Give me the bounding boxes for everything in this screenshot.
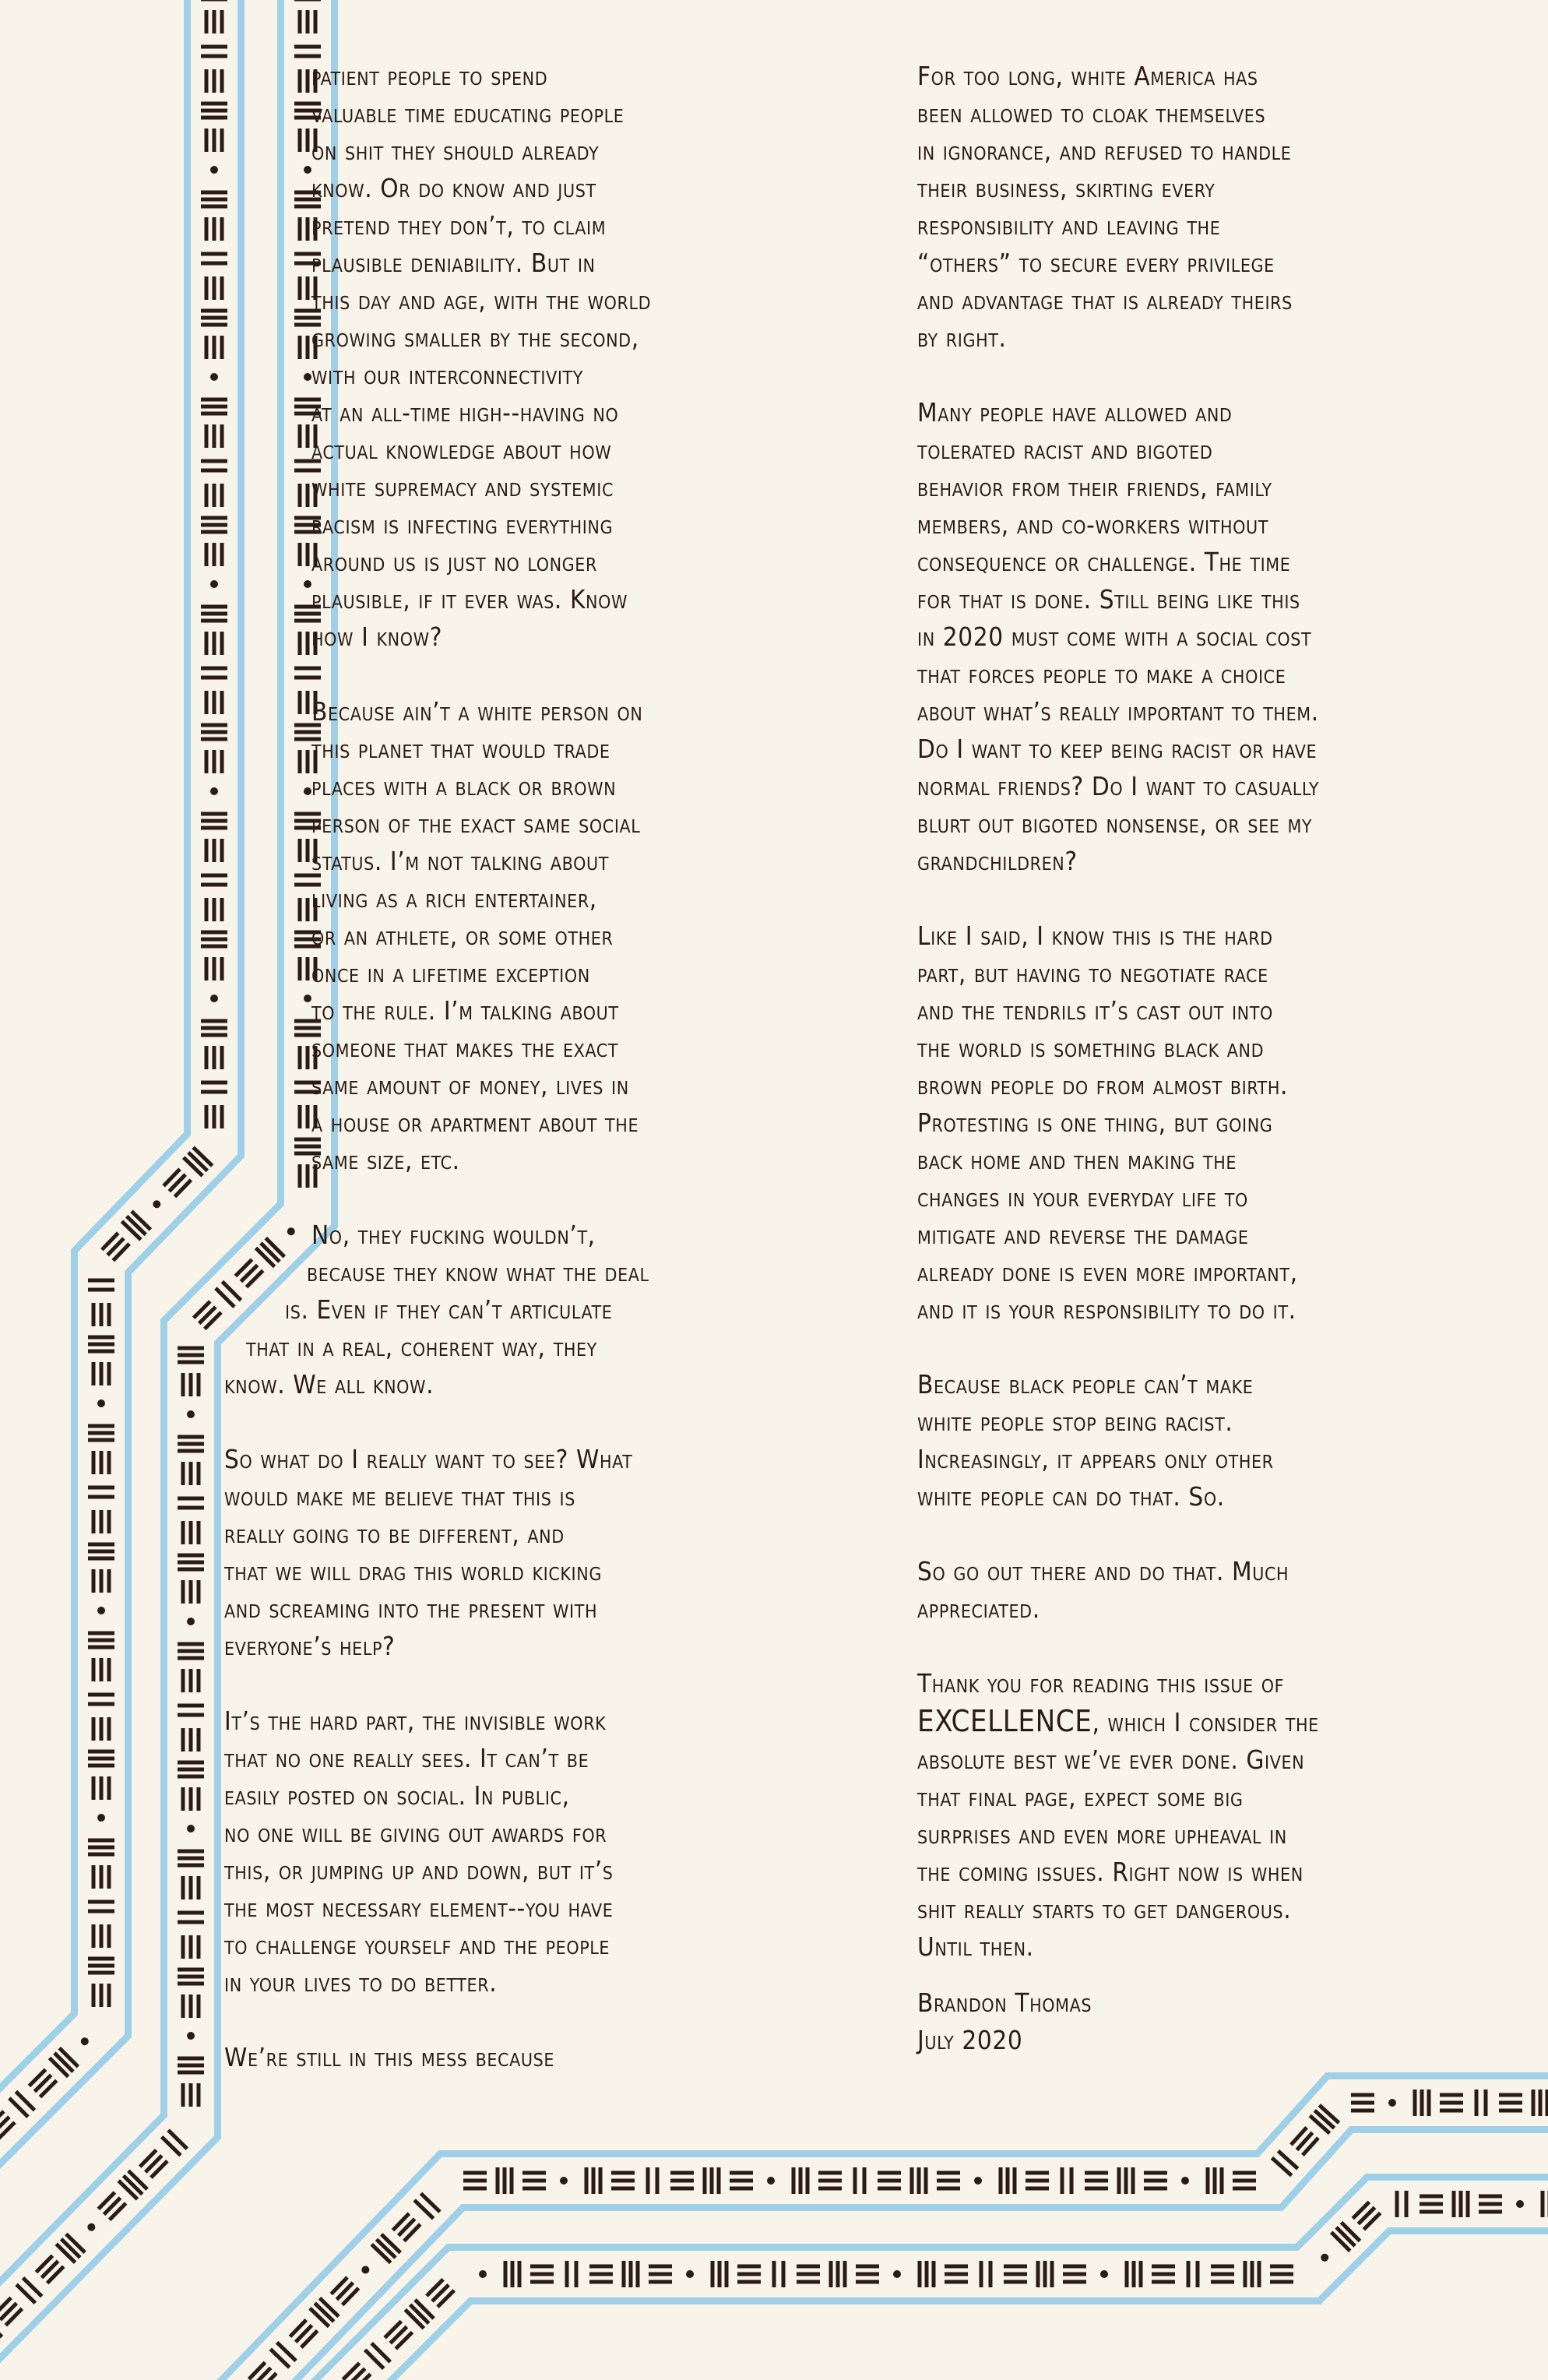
right-paragraph: [917, 394, 1509, 880]
text-line: places with a black or brown: [311, 771, 617, 801]
text-line: plausible deniability. But in: [311, 248, 596, 278]
text-line: no one will be giving out awards for: [224, 1818, 607, 1848]
text-line: easily posted on social. In public,: [224, 1780, 570, 1811]
text-line: would make me believe that this is: [224, 1481, 575, 1512]
text-line: “others” to secure every privilege: [917, 248, 1275, 278]
text-line: this, or jumping up and down, but it’s: [224, 1855, 614, 1885]
text-line: that in a real, coherent way, they: [246, 1332, 597, 1362]
text-line: So go out there and do that. Much: [917, 1556, 1289, 1586]
text-line: surprises and even more upheaval in: [917, 1819, 1287, 1850]
text-line: in ignorance, and refused to handle: [917, 136, 1292, 166]
text-line: mitigate and reverse the damage: [917, 1220, 1249, 1250]
text-line: how I know?: [311, 621, 443, 652]
text-line: brown people do from almost birth.: [917, 1070, 1289, 1100]
text-line: Like I said, I know this is the hard: [917, 921, 1273, 951]
bottom-lower-band: [319, 2191, 1548, 2380]
text-line: white people stop being racist.: [917, 1407, 1233, 1437]
text-line: Because black people can’t make: [917, 1369, 1254, 1399]
text-line: We’re still in this mess because: [224, 2042, 555, 2072]
text-line: For too long, white America has: [917, 61, 1258, 91]
text-line: to challenge yourself and the people: [224, 1930, 610, 1960]
left-paragraph: [311, 58, 872, 656]
text-line: and advantage that is already theirs: [917, 285, 1293, 315]
left-paragraph: [224, 1441, 872, 1665]
left-paragraph: [224, 2039, 872, 2076]
book-title: EXCELLENCE: [917, 1704, 1092, 1738]
text-line: is. Even if they can’t articulate: [285, 1294, 613, 1325]
text-line: about what’s really important to them.: [917, 696, 1319, 727]
text-line: in your lives to do better.: [224, 1967, 498, 1998]
text-line: responsibility and leaving the: [917, 210, 1221, 241]
text-line: that no one really sees. It can’t be: [224, 1743, 589, 1773]
left-paragraph: [224, 1702, 872, 2002]
text-line: that final page, expect some big: [917, 1782, 1244, 1812]
text-line: normal friends? Do I want to casually: [917, 771, 1320, 801]
text-line: grandchildren?: [917, 846, 1078, 876]
text-line: consequence or challenge. The time: [917, 547, 1291, 577]
text-line: been allowed to cloak themselves: [917, 98, 1266, 129]
text-line: with our interconnectivity: [311, 360, 583, 390]
text-line: patient people to spend: [311, 61, 548, 91]
text-line: this day and age, with the world: [311, 285, 652, 315]
text-line: their business, skirting every: [917, 173, 1216, 203]
text-line: person of the exact same social: [311, 808, 641, 839]
text-line: Until then.: [917, 1931, 1034, 1962]
text-line: a house or apartment about the: [311, 1107, 639, 1138]
text-line: white supremacy and systemic: [311, 472, 614, 502]
text-line: and screaming into the present with: [224, 1593, 598, 1624]
text-line: same size, etc.: [311, 1145, 460, 1175]
right-paragraph: [917, 917, 1509, 1329]
text-line: Because ain’t a white person on: [311, 696, 643, 727]
signature-date: July 2020: [917, 2025, 1023, 2055]
text-line: to the rule. I’m talking about: [311, 995, 619, 1026]
text-line: around us is just no longer: [311, 547, 597, 577]
text-line: So what do I really want to see? What: [224, 1444, 633, 1474]
letter-left-column: [224, 58, 872, 2114]
right-paragraph: [917, 1553, 1509, 1628]
text-line: back home and then making the: [917, 1145, 1237, 1175]
text-line: the coming issues. Right now is when: [917, 1857, 1303, 1887]
text-line: status. I’m not talking about: [311, 846, 609, 876]
text-line: appreciated.: [917, 1593, 1040, 1624]
text-line: absolute best we’ve ever done. Given: [917, 1745, 1305, 1775]
text-line: or an athlete, or some other: [311, 921, 614, 951]
text-line: by right.: [917, 322, 1007, 353]
text-line: the world is something black and: [917, 1033, 1265, 1063]
text-line: that forces people to make a choice: [917, 659, 1286, 689]
text-line: know. We all know.: [224, 1369, 434, 1399]
text-line: plausible, if it ever was. Know: [311, 584, 628, 614]
text-line: and it is your responsibility to do it.: [917, 1294, 1296, 1325]
text-line: EXCELLENCE, which I consider the: [917, 1704, 1319, 1738]
text-line: white people can do that. So.: [917, 1481, 1225, 1512]
signature-name: Brandon Thomas: [917, 1987, 1092, 2018]
text-line: the most necessary element--you have: [224, 1892, 614, 1923]
text-line: No, they fucking wouldn’t,: [311, 1220, 596, 1250]
text-line: and the tendrils it’s cast out into: [917, 995, 1273, 1026]
text-line: Increasingly, it appears only other: [917, 1444, 1274, 1474]
text-line: members, and co-workers without: [917, 509, 1268, 540]
letter-right-column: [917, 58, 1509, 2097]
text-line: Protesting is one thing, but going: [917, 1107, 1273, 1138]
text-line: tolerated racist and bigoted: [917, 435, 1213, 465]
text-line: behavior from their friends, family: [917, 472, 1272, 502]
text-line: same amount of money, lives in: [311, 1070, 629, 1100]
text-line: changes in your everyday life to: [917, 1182, 1248, 1213]
text-line: once in a lifetime exception: [311, 958, 590, 988]
left-paragraph: [311, 693, 872, 1179]
text-line: racism is infecting everything: [311, 509, 614, 540]
text-line: Many people have allowed and: [917, 397, 1233, 428]
text-line: actual knowledge about how: [311, 435, 612, 465]
text-line: because they know what the deal: [307, 1257, 649, 1287]
text-line: blurt out bigoted nonsense, or see my: [917, 808, 1313, 839]
text-line: know. Or do know and just: [311, 173, 596, 203]
text-line: growing smaller by the second,: [311, 322, 639, 353]
text-line: that we will drag this world kicking: [224, 1556, 602, 1586]
right-paragraph: [917, 1665, 1509, 1966]
text-line: Do I want to keep being racist or have: [917, 734, 1318, 764]
right-paragraph: [917, 58, 1509, 357]
text-line: at an all-time high--having no: [311, 397, 619, 428]
text-line: shit really starts to get dangerous.: [917, 1894, 1292, 1924]
text-line: for that is done. Still being like this: [917, 584, 1300, 614]
text-line: already done is even more important,: [917, 1257, 1298, 1287]
text-line: Thank you for reading this issue of: [917, 1668, 1285, 1699]
text-line: really going to be different, and: [224, 1519, 565, 1549]
text-line: someone that makes the exact: [311, 1033, 619, 1063]
text-line: in 2020 must come with a social cost: [917, 621, 1312, 652]
text-line: on shit they should already: [311, 136, 600, 166]
text-line: part, but having to negotiate race: [917, 958, 1268, 988]
text-line: everyone’s help?: [224, 1631, 396, 1661]
text-line: valuable time educating people: [311, 98, 624, 129]
text-line: living as a rich entertainer,: [311, 883, 597, 914]
text-line: pretend they don’t, to claim: [311, 210, 607, 241]
signature: [917, 1984, 1509, 2059]
left-paragraph: [224, 1216, 872, 1403]
text-line: It’s the hard part, the invisible work: [224, 1706, 607, 1736]
text-line: this planet that would trade: [311, 734, 610, 764]
right-paragraph: [917, 1366, 1509, 1516]
